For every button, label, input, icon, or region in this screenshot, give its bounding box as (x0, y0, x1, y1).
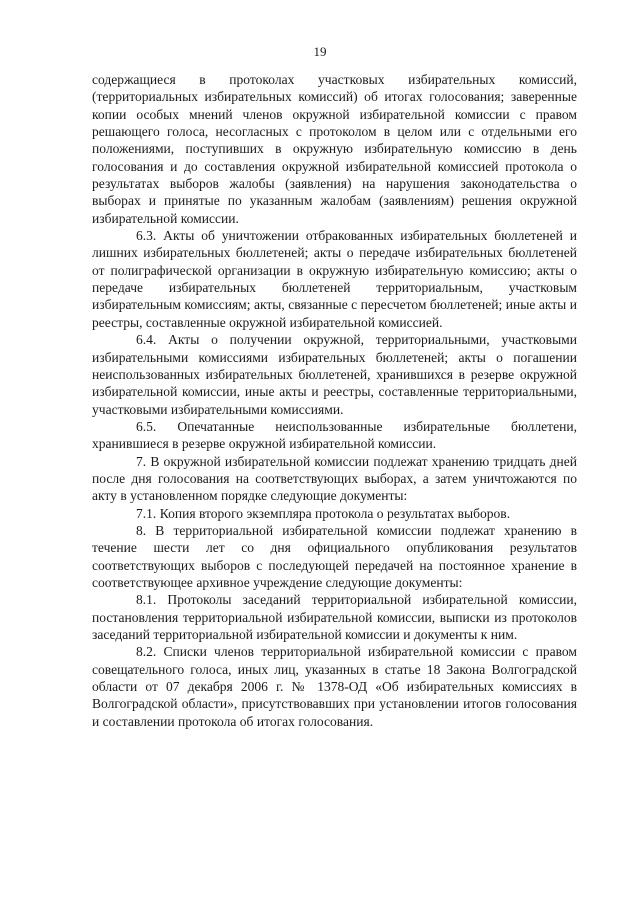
paragraph-6-3: 6.3. Акты об уничтожении отбракованных избирательных бюллетеней и лишних избирательных бюллетеней; акты о передаче избирательных бюллетеней от полиграфической организации в окружную избирательную комиссию; акты о передаче избирательных бюллетеней территориальным, участковым избирательным комиссиям; акты, связанные с пересчетом бюллетеней; иные акты и реестры, составленные окружной избирательной комиссией. (92, 228, 577, 330)
page-number: 19 (313, 44, 327, 59)
paragraph-6-5: 6.5. Опечатанные неиспользованные избирательные бюллетени, хранившиеся в резерве окружной избирательной комиссии. (92, 418, 577, 452)
document-body (92, 71, 577, 730)
paragraph-8-2: 8.2. Списки членов территориальной избирательной комиссии с правом совещательного голоса, иных лиц, указанных в статье 18 Закона Волгоградской области от 07 декабря 2006 г. № 1378-ОД «Об избирательных комиссиях в Волгоградской области», присутствовавших при установлении итогов голосования и составлении протокола об итогах голосования. (92, 644, 577, 729)
paragraph-8: 8. В территориальной избирательной комиссии подлежат хранению в течение шести лет со дня официального опубликования результатов соответствующих выборов с последующей передачей на постоянное хранение в соответствующее архивное учреждение следующие документы: (92, 522, 577, 590)
paragraph-continuation: содержащиеся в протоколах участковых избирательных комиссий, (территориальных избирательных комиссий) об итогах голосования; заверенные копии особых мнений членов окружной избирательной комиссии с правом решающего голоса, несогласных с протоколом в целом или с отдельными его положениями, поступивших в окружную избирательную комиссию в день голосования и до составления окружной избирательной комиссией протокола о результатах выборов жалобы (заявления) на нарушения законодательства о выборах и принятые по указанным жалобам (заявлениям) решения окружной избирательной комиссии. (92, 72, 577, 226)
paragraph-7: 7. В окружной избирательной комиссии подлежат хранению тридцать дней после дня голосования на соответствующих выборах, а затем уничтожаются по акту в установленном порядке следующие документы: (92, 453, 577, 504)
paragraph-7-1: 7.1. Копия второго экземпляра протокола о результатах выборов. (136, 505, 511, 521)
paragraph-8-1: 8.1. Протоколы заседаний территориальной избирательной комиссии, постановления территориальной избирательной комиссии, выписки из протоколов заседаний территориальной избирательной комиссии и документы к ним. (92, 592, 577, 642)
paragraph-6-4: 6.4. Акты о получении окружной, территориальными, участковыми избирательными комиссиями избирательных бюллетеней; акты о погашении неиспользованных избирательных бюллетеней, хранившихся в резерве окружной избирательной комиссии, иные акты и реестры, составленные территориальными, участковыми избирательными комиссиями. (92, 332, 577, 417)
